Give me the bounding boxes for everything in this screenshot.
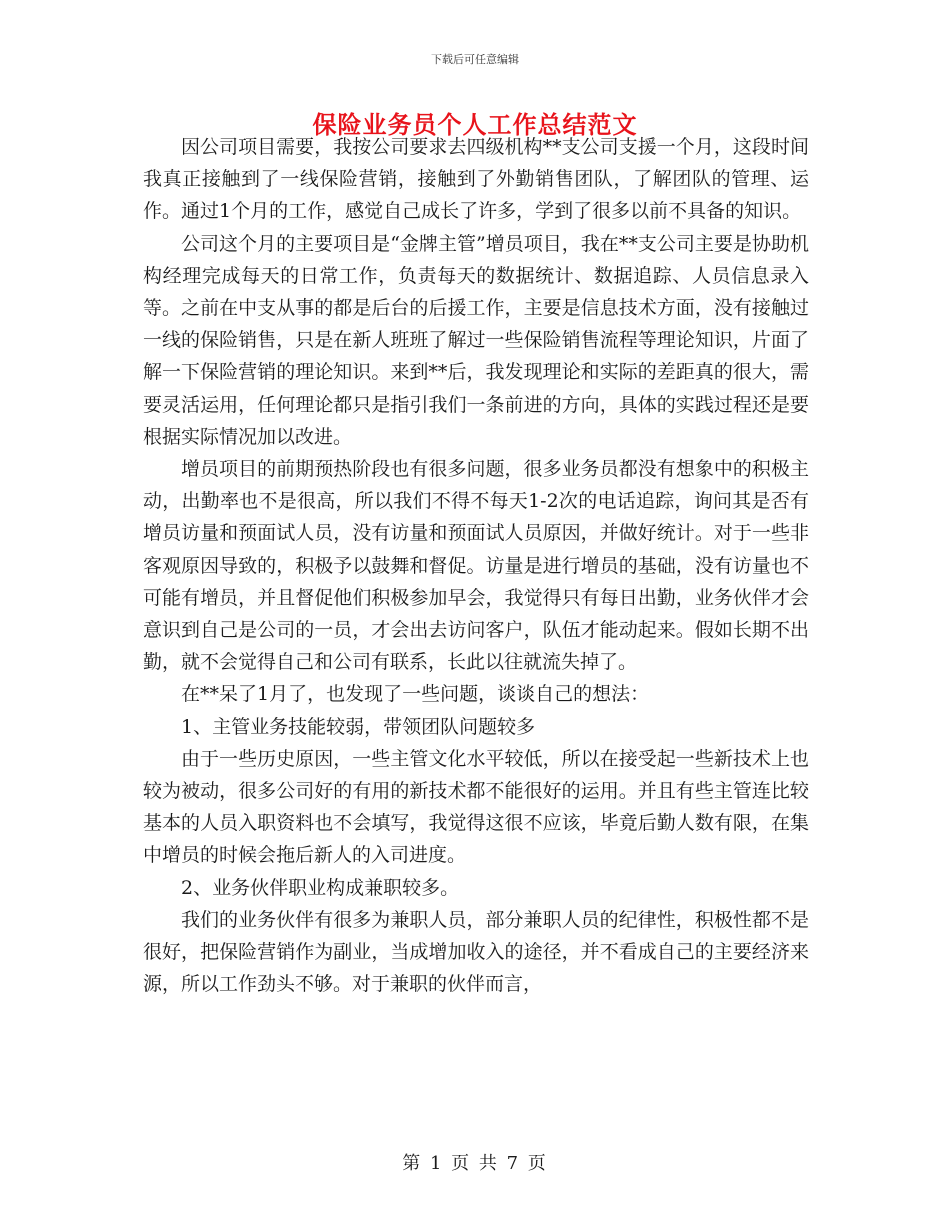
section-heading: 2、业务伙伴职业构成兼职较多。 bbox=[181, 876, 460, 899]
paragraph: 我们的业务伙伴有很多为兼职人员，部分兼职人员的纪律性，积极性都不是很好，把保险营销作为副业，当成增加收入的途径，并不看成自己的主要经济来源，所以工作劲头不够。对于兼职的伙伴而言， bbox=[143, 908, 809, 996]
paragraph: 公司这个月的主要项目是“金牌主管”增员项目，我在**支公司主要是协助机构经理完成每天的日常工作，负责每天的数据统计、数据追踪、人员信息录入等。之前在中支从事的都是后台的后援工作，主要是信息技术方面，没有接触过一线的保险销售，只是在新人班班了解过一些保险销售流程等理论知识，片面了解一下保险营销的理论知识。来到**后，我发现理论和实际的差距真的很大，需要灵活运用，任何理论都只是指引我们一条前进的方向，具体的实践过程还是要根据实际情况加以改进。 bbox=[143, 232, 809, 448]
page-number-footer: 第 1 页 共 7 页 bbox=[402, 1153, 548, 1174]
document-title: 保险业务员个人工作总结范文 bbox=[312, 110, 638, 139]
paragraph: 增员项目的前期预热阶段也有很多问题，很多业务员都没有想象中的积极主动，出勤率也不是很高，所以我们不得不每天1-2次的电话追踪，询问其是否有增员访量和预面试人员，没有访量和预面试人员原因，并做好统计。对于一些非客观原因导致的，积极予以鼓舞和督促。访量是进行增员的基础，没有访量也不可能有增员，并且督促他们积极参加早会，我觉得只有每日出勤，业务伙伴才会意识到自己是公司的一员，才会出去访问客户，队伍才能动起来。假如长期不出勤，就不会觉得自己和公司有联系，长此以往就流失掉了。 bbox=[143, 458, 809, 674]
section-heading: 1、主管业务技能较弱，带领团队问题较多 bbox=[181, 715, 536, 738]
page-header: 下载后可任意编辑 bbox=[431, 53, 519, 66]
document-body bbox=[143, 131, 809, 1000]
paragraph: 在**呆了1月了，也发现了一些问题，谈谈自己的想法： bbox=[181, 683, 650, 706]
paragraph: 由于一些历史原因，一些主管文化水平较低，所以在接受起一些新技术上也较为被动，很多公司好的有用的新技术都不能很好的运用。并且有些主管连比较基本的人员入职资料也不会填写，我觉得这很不应该，毕竟后勤人数有限，在集中增员的时候会拖后新人的入司进度。 bbox=[143, 747, 809, 867]
paragraph: 因公司项目需要，我按公司要求去四级机构**支公司支援一个月，这段时间我真正接触到了一线保险营销，接触到了外勤销售团队，了解团队的管理、运作。通过1个月的工作，感觉自己成长了许多，学到了很多以前不具备的知识。 bbox=[143, 136, 809, 223]
